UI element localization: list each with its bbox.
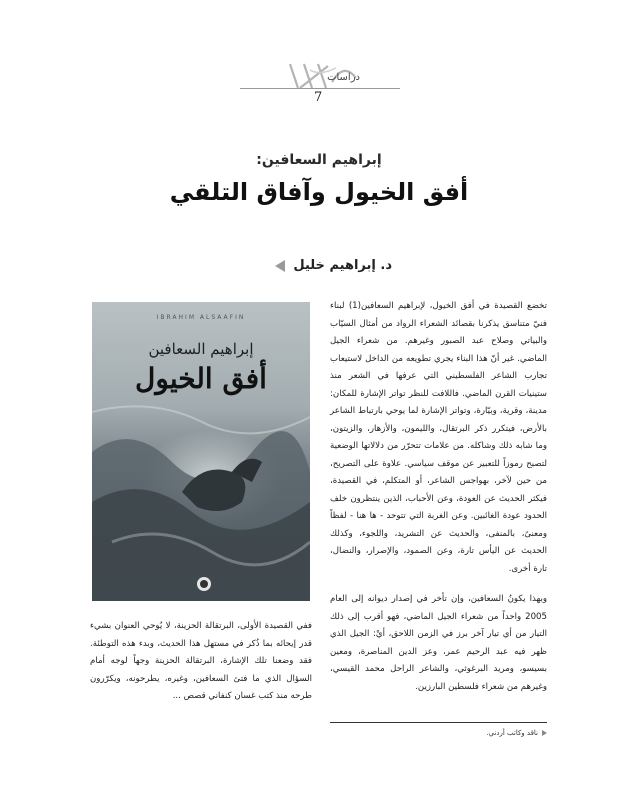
header-rule: [240, 88, 400, 89]
left-text-column: [90, 618, 312, 706]
author-name: د. إبراهيم خليل: [293, 258, 392, 273]
section-label: دراسات: [327, 72, 360, 83]
footnote-arrow-icon: [542, 730, 547, 736]
cover-title: أفق الخيول: [135, 362, 267, 395]
paragraph: ففي القصيدة الأولى، البرتقالة الحزينة، لا يُوحي العنوان بشيء قدر إيحائه بما ذُكر في مستهل هذا الحديث، وبدء هذه التوطئة. فقد وضعنا تلك الإشارة، البرتقالة الحزينة وجهاً لوجه أمام السؤال الذي ما فتئ السعافين، وغيره، يطرحونه، ويكرّرون طرحه منذ كتب غسان كنفاني قصص ...: [90, 621, 312, 701]
cover-author: إبراهيم السعافين: [148, 340, 254, 358]
page-number: 7: [314, 90, 323, 105]
article-supertitle: إبراهيم السعافين:: [256, 152, 382, 168]
triangle-arrow-icon: [275, 260, 285, 272]
right-text-column: [330, 298, 547, 696]
paragraph: وبهذا يكونُ السعافين، وإن تأخر في إصدار ديوانه إلى العام 2005 واحداً من شعراء الجيل الماضي، فهو أقرب إلى ذلك التيار من أي تيار آخر برز في الزمن اللاحق، أيْ: الجيل الذي ظهر فيه عبد الرحيم عمر، وعز الدين المناصرة، ومعين بسيسو، ومريد البرغوثي، والشاعر الراحل محمد القيسي، وغيرهم من شعراء فلسطين البارزين.: [330, 594, 547, 692]
page-header: [240, 60, 400, 110]
author-byline: [275, 258, 392, 273]
article-title: أفق الخيول وآفاق التلقي: [169, 178, 469, 206]
paragraph: تخضع القصيدة في أفق الخيول، لإبراهيم السعافين(1) لبناء فنيّ متناسق يذكرنا بقصائد الشعراء الرواد من أمثال السيّاب والبياتي وصلاح عبد الصبور وغيرهم. من شعراء الجيل الماضي. غير أنّ هذا البناء يجري تطويعه من الداخل لاستيعاب تجارب الشاعر الفلسطيني التي عرفها في الشعر منذ ستينيات القرن الماضي. فاللافت للنظر تواتر الإشارة للمكان: مدينة، وقرية، وبيّارة، وتواتر الإشارة لما يوحي بارتباط الشاعر بالأرض، فيتكرر ذكر البرتقال، والليمون، والأزهار، والزيتون، وما شابه ذلك وشاكله. من علامات تتحرّر من دلالاتها الوضعية لتصبح رموزاً للتعبير عن موقف سياسي. علاوة على التصريح، من حين لآخر، بهواجس الشاعر، أو المتكلم، في القصيدة، فيكثر الحديث عن العودة، وعن الأحباب، الذين ينتظرون خلف الحدود عودة الغائبين. وعن الغربة التي تتوحد - ها هنا - لفظاً ومعنىً، بالمنفى، والحديث عن التشريد، واللجوء، وكذلك الحديث عن اليأس تارة، وعن الصمود، والإصرار، والنضال، تارة أخرى.: [330, 301, 547, 574]
footnote-text: ناقد وكاتب أردني.: [486, 729, 538, 737]
cover-top-text: IBRAHIM ALSAAFIN: [156, 314, 246, 321]
footnote-rule: [330, 722, 547, 723]
footnote: [330, 729, 547, 737]
book-cover-image: [92, 302, 310, 601]
